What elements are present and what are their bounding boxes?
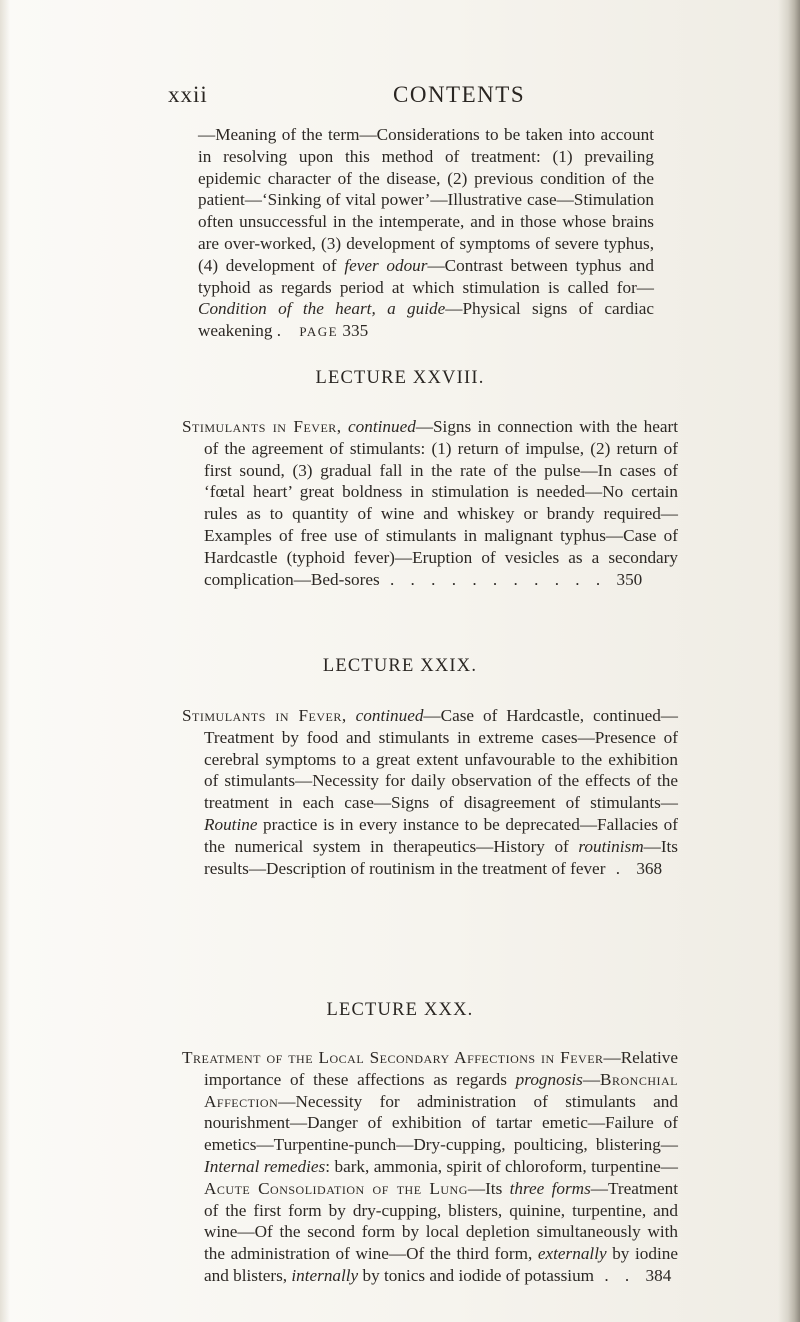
entry-text: —Contrast between typhus and typhoid as regards period at which stimulation is called for— [198, 255, 654, 297]
leader-dots: . . . . . . . . . . . [379, 569, 617, 589]
entry-text: —Its [467, 1178, 510, 1198]
contents-entry-continuation [198, 124, 654, 343]
entry-text: —Case of Hardcastle, continued—Treatment by food and stimulants in extreme cases—Presence of cerebral symptoms to a great extent unfavourable to the exhibition of stimulants—Necessity for daily observation of the effects of the treatment in each case—Signs of disagreement of stimulants— [204, 706, 678, 813]
entry-italic: externally [537, 1244, 607, 1264]
entry-text: —Relative importance of these affections as regards [204, 1048, 678, 1089]
entry-text: by tonics and iodide of potassium [358, 1265, 595, 1285]
entry-text: —Its results—Description of routinism in the treatment of fever [204, 836, 678, 878]
entry-text: — [582, 1069, 601, 1089]
page-reference: 368 [636, 858, 663, 878]
entry-italic: Condition of the heart, a guide [198, 299, 446, 319]
entry-italic: three forms [509, 1178, 591, 1198]
contents-entry [182, 1047, 678, 1287]
leader-dots: . [605, 858, 637, 878]
entry-text: —Necessity for administration of stimulants and nourishment—Danger of exhibition of tartar emetic—Failure of emetics—Turpentine-punch—Dry-cupping, poulticing, blistering— [204, 1091, 678, 1155]
entry-lead: Stimulants in Fever, [182, 417, 342, 436]
entry-italic: routinism [578, 836, 644, 856]
entry-text: —Physical signs of cardiac weakening . [198, 299, 654, 341]
lecture-heading: LECTURE XXVIII. [315, 368, 485, 388]
entry-text: —Signs in connection with the heart of the agreement of stimulants: (1) return of impulse, (2) return of first sound, (3) gradual fall in the rate of the pulse—In cases of ‘fœtal heart’ great boldness in stimulation is needed—No certain rules as to quantity of wine and whiskey or brandy required—Examples of free use of stimulants in malignant typhus—Case of Hardcastle (typhoid fever)—Eruption of vesicles as a secondary complication—Bed-sores [204, 417, 679, 589]
entry-italic: Routine [204, 814, 258, 834]
entry-italic: internally [291, 1265, 359, 1285]
contents-entry [182, 416, 678, 590]
running-head [0, 82, 800, 114]
entry-italic: fever odour [344, 255, 428, 275]
page-reference: 335 [342, 321, 369, 341]
entry-text: —Meaning of the term—Considerations to be taken into account in resolving upon this method of treatment: (1) prevailing epidemic character of the disease, (2) previous condition of the patient—‘Sinking of vital power’—Illustrative case—Stimulation often unsuccessful in the intemperate, and in those whose brains are over-worked, (3) development of symptoms of severe typhus, (4) development of [198, 125, 654, 275]
entry-text: : bark, ammonia, spirit of chloroform, turpentine— [325, 1156, 678, 1176]
lecture-heading: LECTURE XXIX. [322, 656, 478, 676]
lecture-heading: LECTURE XXX. [326, 1000, 474, 1020]
page-reference: 350 [616, 569, 643, 589]
contents-entry [182, 705, 678, 879]
entry-lead: Stimulants in Fever, [182, 706, 347, 725]
entry-italic: Internal remedies [204, 1156, 326, 1176]
page-number: xxii [168, 82, 208, 107]
page-reference: 384 [645, 1265, 672, 1285]
running-title: CONTENTS [393, 82, 526, 107]
entry-lead-italic: continued [355, 706, 424, 725]
entry-lead: Treatment of the Local Secondary Affections in Fever [182, 1048, 604, 1067]
entry-small-caps: Bronchial Affection [204, 1069, 678, 1111]
entry-text: by iodine and blisters, [204, 1244, 678, 1285]
leader-dots: . . [594, 1265, 646, 1285]
entry-lead-italic: continued [348, 417, 416, 436]
page-label: PAGE [299, 324, 339, 340]
entry-small-caps: Acute Consolidation of the Lung [204, 1178, 468, 1198]
entry-text: practice is in every instance to be deprecated—Fallacies of the numerical system in therapeutics—History of [204, 814, 678, 856]
entry-italic: prognosis [515, 1069, 583, 1089]
entry-text: —Treatment of the first form by dry-cupping, blisters, quinine, turpentine, and wine—Of the second form by local depletion simultaneously with the administration of wine—Of the third form, [204, 1178, 679, 1264]
